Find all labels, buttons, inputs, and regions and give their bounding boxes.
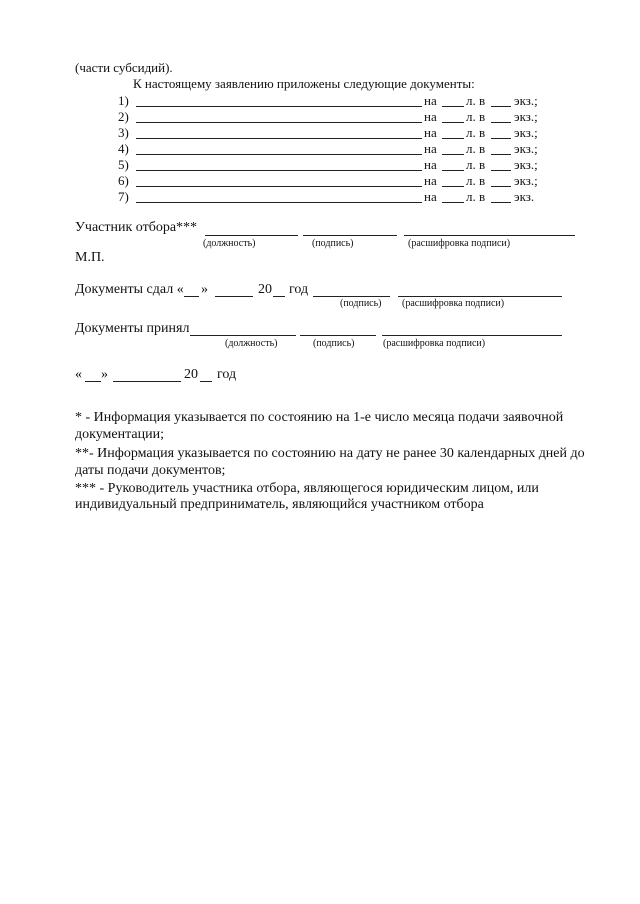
accepted-decoding-line[interactable] — [382, 335, 562, 336]
submitted-year-suffix: год — [289, 282, 309, 297]
attachment-row — [118, 173, 558, 189]
attachment-pages-label: л. в — [466, 173, 486, 188]
attachment-na: на — [424, 157, 437, 172]
attachment-copies-label: экз.; — [514, 93, 538, 108]
attachment-na: на — [424, 109, 437, 124]
submitted-month-line[interactable] — [215, 296, 253, 297]
attachment-name-line[interactable] — [136, 106, 422, 107]
submitted-signature-caption: (подпись) — [340, 298, 382, 309]
attachment-name-line[interactable] — [136, 186, 422, 187]
footnote-line: *** - Руководитель участника отбора, являющегося юридическим лицом, или — [75, 481, 539, 496]
attachment-copies-label: экз.; — [514, 125, 538, 140]
attachment-name-line[interactable] — [136, 170, 422, 171]
submitted-decoding-line[interactable] — [398, 296, 562, 297]
date-year-suffix: год — [217, 367, 237, 382]
attachment-name-line[interactable] — [136, 154, 422, 155]
attachment-copies-line[interactable] — [491, 202, 511, 203]
participant-signature-line[interactable] — [303, 235, 397, 236]
attachment-pages-line[interactable] — [442, 106, 464, 107]
attachment-pages-label: л. в — [466, 93, 486, 108]
attachment-copies-label: экз.; — [514, 157, 538, 172]
submitted-day-line[interactable] — [184, 296, 199, 297]
attachment-na: на — [424, 125, 437, 140]
attachment-na: на — [424, 93, 437, 108]
attachment-na: на — [424, 141, 437, 156]
date-year-prefix: 20 — [184, 367, 198, 382]
date-day-line[interactable] — [85, 381, 101, 382]
attachment-pages-line[interactable] — [442, 202, 464, 203]
attachment-pages-line[interactable] — [442, 170, 464, 171]
attachment-na: на — [424, 189, 437, 204]
accepted-position-caption: (должность) — [225, 338, 278, 349]
attachment-copies-line[interactable] — [491, 138, 511, 139]
attachment-copies-line[interactable] — [491, 106, 511, 107]
attachment-copies-line[interactable] — [491, 170, 511, 171]
continuation-text: (части субсидий). — [75, 60, 173, 75]
attachment-number: 4) — [118, 141, 129, 156]
attachment-copies-line[interactable] — [491, 122, 511, 123]
attachment-pages-label: л. в — [466, 157, 486, 172]
accepted-label: Документы принял — [75, 321, 190, 336]
attachment-pages-label: л. в — [466, 141, 486, 156]
date-quote-open: « — [75, 367, 82, 382]
footnote-line: * - Информация указывается по состоянию на 1-е число месяца подачи заявочной — [75, 410, 564, 425]
footnote-line: индивидуальный предприниматель, являющийся участником отбора — [75, 497, 484, 512]
submitted-decoding-caption: (расшифровка подписи) — [402, 298, 505, 309]
submitted-signature-line[interactable] — [313, 296, 390, 297]
attachment-copies-label: экз.; — [514, 109, 538, 124]
attachment-number: 2) — [118, 109, 129, 124]
footnote-line: документации; — [75, 427, 164, 442]
attachment-row — [118, 189, 558, 205]
attachment-name-line[interactable] — [136, 202, 422, 203]
attachment-copies-line[interactable] — [491, 154, 511, 155]
participant-position-line[interactable] — [205, 235, 298, 236]
participant-position-caption: (должность) — [203, 238, 256, 249]
attachment-na: на — [424, 173, 437, 188]
attachment-pages-line[interactable] — [442, 154, 464, 155]
accepted-decoding-caption: (расшифровка подписи) — [383, 338, 486, 349]
attachment-number: 1) — [118, 93, 129, 108]
attachment-number: 6) — [118, 173, 129, 188]
attachment-row — [118, 157, 558, 173]
attachment-pages-label: л. в — [466, 125, 486, 140]
submitted-label: Документы сдал « — [75, 282, 184, 297]
attachment-number: 7) — [118, 189, 129, 204]
date-year-line[interactable] — [200, 381, 212, 382]
footnote-line: даты подачи документов; — [75, 463, 226, 478]
attachment-copies-line[interactable] — [491, 186, 511, 187]
accepted-signature-line[interactable] — [300, 335, 376, 336]
attachment-pages-line[interactable] — [442, 186, 464, 187]
date-month-line[interactable] — [113, 381, 181, 382]
participant-decoding-caption: (расшифровка подписи) — [408, 238, 511, 249]
participant-signature-caption: (подпись) — [312, 238, 354, 249]
attachment-pages-label: л. в — [466, 189, 486, 204]
participant-decoding-line[interactable] — [404, 235, 575, 236]
attachment-copies-label: экз.; — [514, 173, 538, 188]
attachment-pages-line[interactable] — [442, 122, 464, 123]
attachment-copies-label: экз. — [514, 189, 535, 204]
footnote-line: **- Информация указывается по состоянию на дату не ранее 30 календарных дней до — [75, 446, 585, 461]
attachment-row — [118, 125, 558, 141]
attachment-copies-label: экз.; — [514, 141, 538, 156]
attachment-number: 5) — [118, 157, 129, 172]
attachment-row — [118, 109, 558, 125]
submitted-quote-close: » — [201, 282, 208, 297]
attachment-number: 3) — [118, 125, 129, 140]
attachments-intro: К настоящему заявлению приложены следующие документы: — [133, 76, 475, 91]
attachment-name-line[interactable] — [136, 122, 422, 123]
submitted-year-prefix: 20 — [258, 282, 272, 297]
attachment-name-line[interactable] — [136, 138, 422, 139]
attachment-row — [118, 93, 558, 109]
attachment-pages-line[interactable] — [442, 138, 464, 139]
stamp-label: М.П. — [75, 250, 105, 265]
submitted-year-line[interactable] — [273, 296, 285, 297]
date-quote-close: » — [101, 367, 108, 382]
participant-label: Участник отбора*** — [75, 220, 198, 235]
attachment-row — [118, 141, 558, 157]
accepted-position-line[interactable] — [190, 335, 296, 336]
accepted-signature-caption: (подпись) — [313, 338, 355, 349]
attachment-pages-label: л. в — [466, 109, 486, 124]
